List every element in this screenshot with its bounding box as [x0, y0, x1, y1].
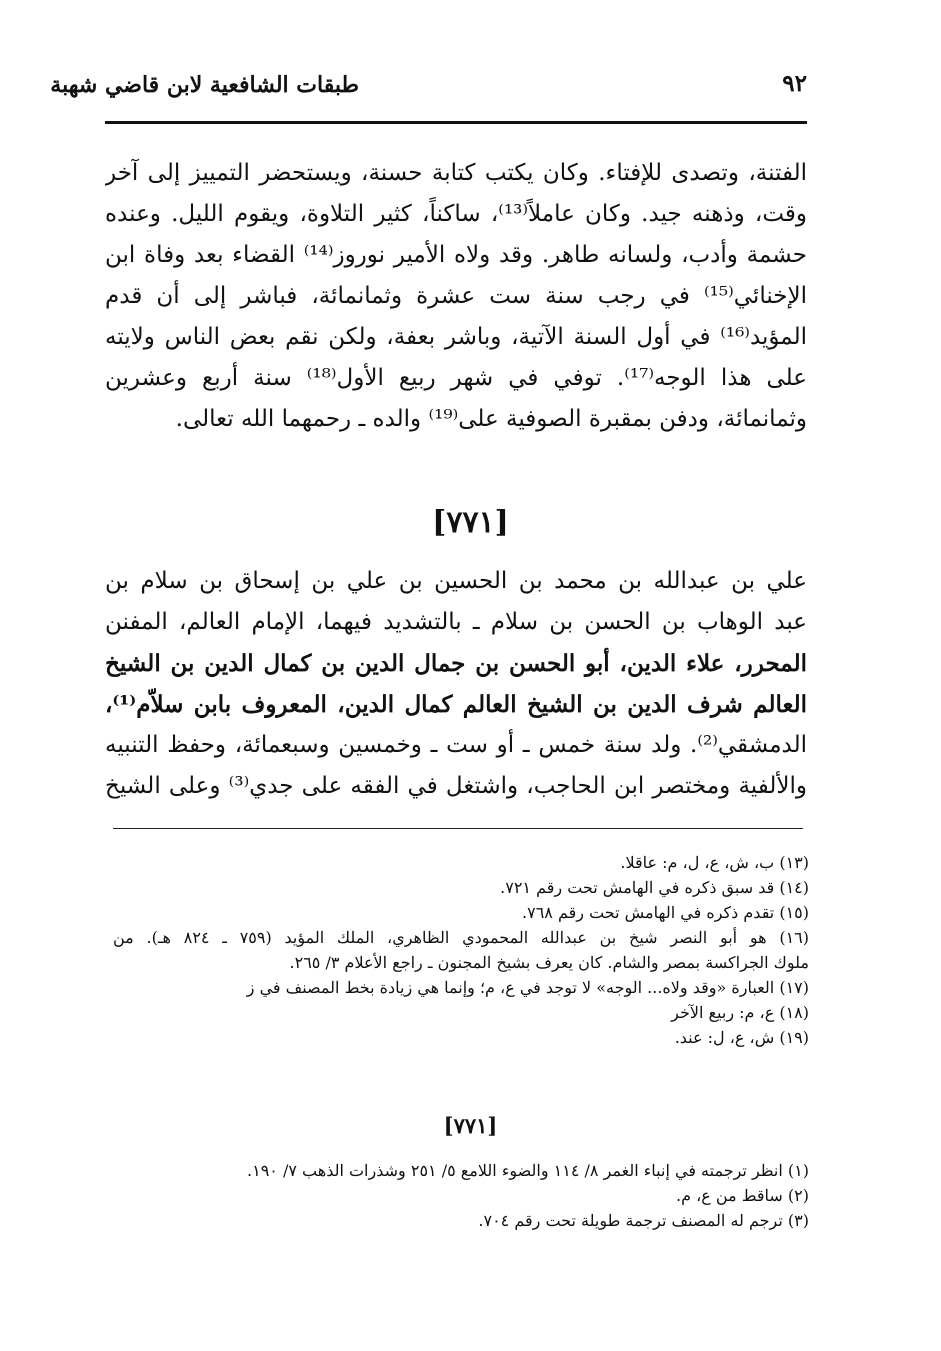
running-header: [50, 62, 807, 116]
text-line: علي بن عبدالله بن محمد بن الحسين بن علي بن إسحاق بن سلام بن: [105, 568, 807, 594]
paragraph-continuation: [105, 153, 807, 440]
footnote: (١٧) العبارة «وقد ولاه... الوجه» لا توجد في ع، م؛ وإنما هي زيادة بخط المصنف في ز: [246, 978, 809, 997]
text-line: الفتنة، وتصدى للإفتاء. وكان يكتب كتابة حسنة، ويستحضر التمييز إلى آخر: [105, 160, 807, 186]
text-line: المحرر، علاء الدين، أبو الحسن بن جمال الدين بن كمال الدين بن الشيخ: [105, 650, 807, 677]
footnote-separator: [113, 828, 803, 829]
footnote: (١٩) ش، ع، ل: عند.: [674, 1028, 809, 1047]
text-line: المؤيد⁽¹⁶⁾ في أول السنة الآتية، وباشر بعفة، ولكن نقم بعض الناس ولايته: [105, 324, 807, 350]
footnote: (١٨) ع، م: ربيع الآخر: [671, 1003, 809, 1022]
footnote: (٢) ساقط من ع، م.: [676, 1186, 809, 1205]
entry-number-heading: [٧٧١]: [432, 505, 509, 540]
footnote: (٣) ترجم له المصنف ترجمة طويلة تحت رقم ٧٠٤.: [478, 1211, 809, 1230]
text-line: حشمة وأدب، ولسانه طاهر. وقد ولاه الأمير نوروز⁽¹⁴⁾ القضاء بعد وفاة ابن: [105, 242, 807, 268]
text-line: وثمانمائة، ودفن بمقبرة الصوفية على⁽¹⁹⁾ والده ـ رحمهما الله تعالى.: [175, 406, 807, 432]
text-line: الدمشقي⁽²⁾. ولد سنة خمس ـ أو ست ـ وخمسين وسبعمائة، وحفظ التنبيه: [105, 732, 807, 758]
text-line: العالم شرف الدين بن الشيخ العالم كمال الدين، المعروف بابن سلاّم⁽¹⁾،: [105, 691, 807, 718]
page-number: ٩٢: [782, 70, 807, 97]
footnote: (١) انظر ترجمته في إنباء الغمر ٨/ ١١٤ والضوء اللامع ٥/ ٢٥١ وشذرات الذهب ٧/ ١٩٠.: [247, 1161, 809, 1180]
footnote: (١٣) ب، ش، ع، ل، م: عاقلا.: [620, 853, 809, 872]
running-title: طبقات الشافعية لابن قاضي شهبة: [50, 72, 359, 98]
header-rule: [105, 121, 807, 124]
footnote: (١٦) هو أبو النصر شيخ بن عبدالله المحمودي الظاهري، الملك المؤيد (٧٥٩ ـ ٨٢٤ هـ). من: [113, 928, 809, 947]
text-line: الإخنائي⁽¹⁵⁾ في رجب سنة ست عشرة وثمانمائة، فباشر إلى أن قدم: [105, 283, 807, 309]
footnotes-current-entry: [113, 1158, 809, 1233]
footnotes-entry-heading: [٧٧١]: [443, 1113, 498, 1138]
footnotes-previous-entry: [113, 850, 809, 1050]
text-line: والألفية ومختصر ابن الحاجب، واشتغل في الفقه على جدي⁽³⁾ وعلى الشيخ: [105, 773, 807, 799]
footnote: (١٥) تقدم ذكره في الهامش تحت رقم ٧٦٨.: [522, 903, 809, 922]
text-line: عبد الوهاب بن الحسن بن سلام ـ بالتشديد فيهما، الإمام العالم، المفنن: [105, 609, 807, 635]
footnote: ملوك الجراكسة بمصر والشام. كان يعرف بشيخ المجنون ـ راجع الأعلام ٣/ ٢٦٥.: [289, 953, 809, 972]
text-line: وقت، وذهنه جيد. وكان عاملاً⁽¹³⁾، ساكناً، كثير التلاوة، ويقوم الليل. وعنده: [105, 201, 807, 227]
biography-entry: [105, 561, 807, 807]
text-line: على هذا الوجه⁽¹⁷⁾. توفي في شهر ربيع الأول⁽¹⁸⁾ سنة أربع وعشرين: [105, 365, 807, 391]
footnote: (١٤) قد سبق ذكره في الهامش تحت رقم ٧٢١.: [500, 878, 809, 897]
